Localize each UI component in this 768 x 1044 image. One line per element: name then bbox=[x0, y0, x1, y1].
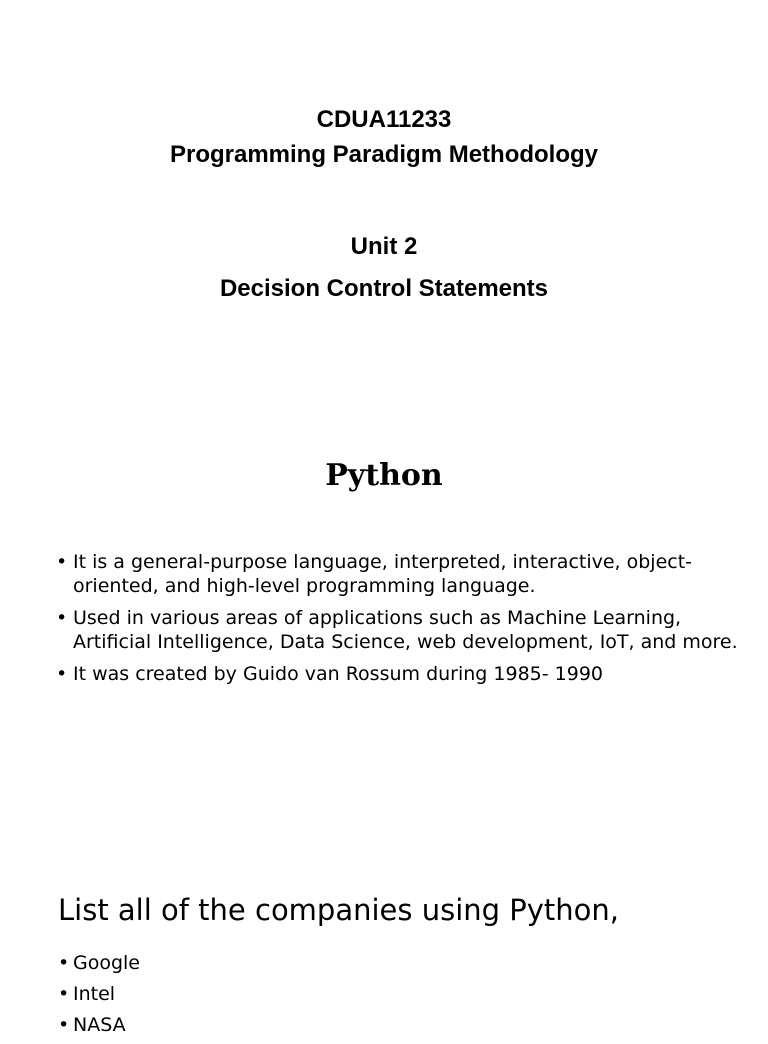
bullet-dot: • bbox=[58, 983, 70, 1005]
bullet-dot: • bbox=[58, 1014, 70, 1036]
course-code: CDUA11233 bbox=[316, 106, 452, 133]
company-name: Google bbox=[73, 952, 141, 974]
python-bullet-list bbox=[56, 550, 756, 694]
title-slide bbox=[0, 0, 768, 340]
course-name: Programming Paradigm Methodology bbox=[169, 141, 599, 168]
bullet-dot: • bbox=[56, 663, 68, 685]
python-slide bbox=[0, 430, 768, 760]
bullet-dot: • bbox=[58, 952, 70, 974]
bullet-text: It is a general-purpose language, interpreted, interactive, object-oriented, and high-level programming language. bbox=[73, 551, 693, 597]
bullet-text: Used in various areas of applications such as Machine Learning, Artificial Intelligence, Data Science, web development, IoT, and more. bbox=[73, 607, 738, 653]
list-item bbox=[58, 951, 140, 975]
list-item bbox=[58, 1013, 140, 1037]
list-item bbox=[56, 606, 756, 654]
bullet-dot: • bbox=[56, 607, 68, 629]
companies-heading: List all of the companies using Python, bbox=[58, 893, 620, 927]
unit-topic: Decision Control Statements bbox=[219, 275, 549, 302]
companies-slide bbox=[0, 880, 768, 1036]
company-name: NASA bbox=[73, 1014, 126, 1036]
company-list bbox=[58, 951, 140, 1044]
list-item bbox=[56, 662, 756, 686]
python-heading: Python bbox=[325, 458, 443, 493]
list-item bbox=[58, 982, 140, 1006]
bullet-dot: • bbox=[56, 551, 68, 573]
unit-label: Unit 2 bbox=[350, 233, 418, 260]
bullet-text: It was created by Guido van Rossum during 1985- 1990 bbox=[73, 663, 604, 685]
list-item bbox=[56, 550, 756, 598]
company-name: Intel bbox=[73, 983, 116, 1005]
